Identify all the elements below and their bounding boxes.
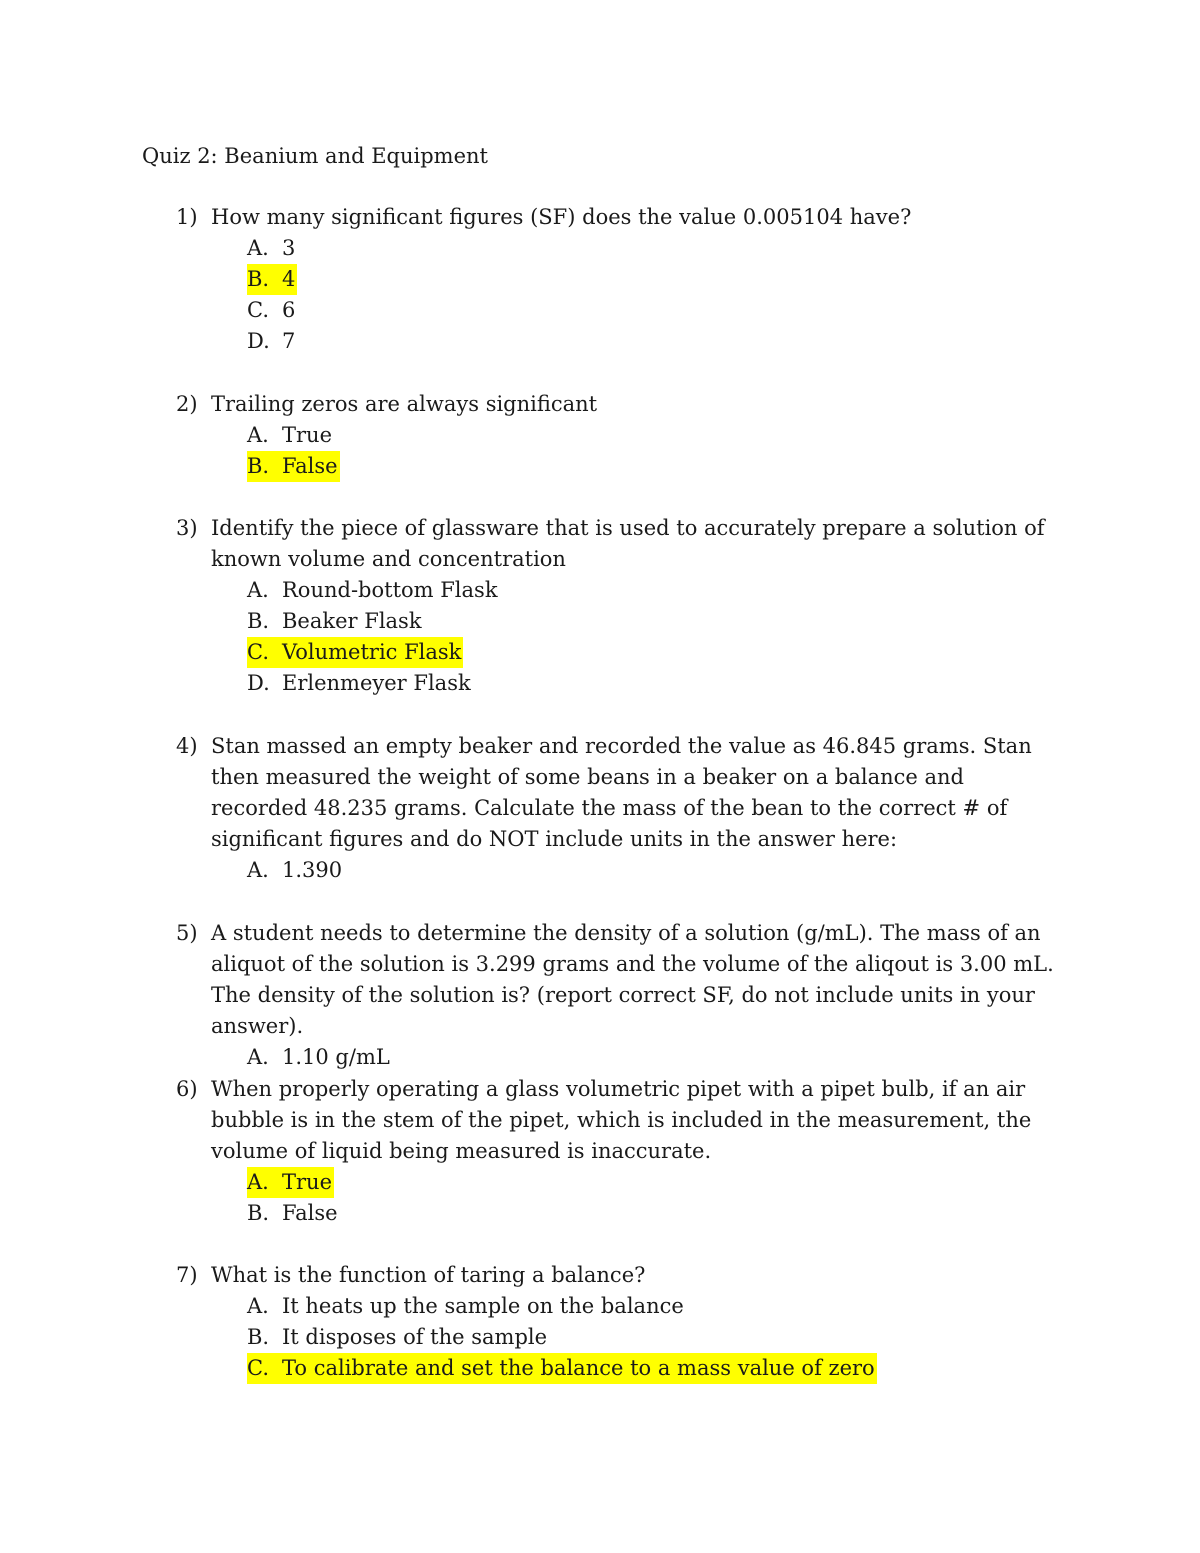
highlighted-answer [247, 637, 463, 668]
answer-option [247, 451, 1076, 482]
option-text: True [282, 1170, 332, 1194]
answer-option [247, 1322, 1076, 1353]
answer-text-wrap [247, 1198, 340, 1229]
answer-option [247, 1042, 1076, 1073]
answer-text-wrap [247, 1042, 392, 1073]
option-text: True [282, 423, 332, 447]
answer-option [247, 1353, 1076, 1384]
question-number: 1) [176, 205, 198, 229]
answer-text-wrap [247, 606, 424, 637]
option-letter: B. [247, 267, 270, 291]
option-letter: D. [247, 329, 270, 353]
answer-text-wrap [247, 855, 344, 886]
answer-option [247, 606, 1076, 637]
answer-option [247, 264, 1076, 295]
answer-option [247, 326, 1076, 357]
answer-options [247, 1042, 1076, 1073]
highlighted-answer [247, 1353, 877, 1384]
question-number: 6) [176, 1077, 198, 1101]
option-text: False [282, 454, 338, 478]
question-7 [176, 1260, 1076, 1384]
option-letter: D. [247, 671, 270, 695]
answer-text-wrap [247, 420, 334, 451]
option-text: Round-bottom Flask [282, 578, 498, 602]
question-2 [176, 389, 1076, 482]
option-text: 3 [282, 236, 296, 260]
answer-text-wrap [247, 575, 500, 606]
option-text: 1.10 g/mL [282, 1045, 390, 1069]
option-text: Volumetric Flask [282, 640, 462, 664]
answer-option [247, 855, 1076, 886]
question-number: 7) [176, 1263, 198, 1287]
option-letter: B. [247, 454, 270, 478]
option-letter: B. [247, 1201, 270, 1225]
answer-option [247, 420, 1076, 451]
answer-text-wrap [247, 326, 297, 357]
option-letter: A. [247, 1045, 269, 1069]
question-6 [176, 1074, 1076, 1229]
question-number: 2) [176, 392, 198, 416]
question-3 [176, 513, 1076, 699]
option-text: 1.390 [282, 858, 343, 882]
option-text: 6 [282, 298, 296, 322]
option-letter: A. [247, 578, 269, 602]
option-letter: B. [247, 1325, 270, 1349]
answer-options [247, 233, 1076, 357]
option-letter: C. [247, 640, 269, 664]
question-text: Trailing zeros are always significant [211, 392, 598, 416]
question-row [176, 918, 1076, 1042]
question-row [176, 513, 1076, 575]
answer-option [247, 668, 1076, 699]
question-row [176, 202, 1076, 233]
option-text: It heats up the sample on the balance [282, 1294, 684, 1318]
option-letter: B. [247, 609, 270, 633]
question-row [176, 1074, 1076, 1167]
answer-options [247, 420, 1076, 482]
answer-options [247, 1167, 1076, 1229]
answer-text-wrap [247, 295, 297, 326]
answer-option [247, 1198, 1076, 1229]
question-text: What is the function of taring a balance? [211, 1263, 646, 1287]
highlighted-answer [247, 264, 297, 295]
option-text: 7 [282, 329, 296, 353]
option-text: False [282, 1201, 338, 1225]
answer-options [247, 575, 1076, 699]
option-text: It disposes of the sample [282, 1325, 548, 1349]
answer-text-wrap [247, 1322, 549, 1353]
quiz-title: Quiz 2: Beanium and Equipment [142, 144, 488, 168]
question-text: Stan massed an empty beaker and recorded the value as 46.845 grams. Stan then measured the weight of some beans in a beaker on a balance and recorded 48.235 grams. Calculate the mass of the bean to the correct # of significant figures and do NOT include units in the answer here: [211, 734, 1032, 851]
option-letter: A. [247, 1170, 269, 1194]
answer-option [247, 637, 1076, 668]
answer-text-wrap [247, 233, 297, 264]
question-row [176, 389, 1076, 420]
answer-option [247, 233, 1076, 264]
question-text: When properly operating a glass volumetric pipet with a pipet bulb, if an air bubble is in the stem of the pipet, which is included in the measurement, the volume of liquid being measured is inaccurate. [211, 1077, 1032, 1163]
answer-option [247, 295, 1076, 326]
answer-option [247, 575, 1076, 606]
option-letter: A. [247, 236, 269, 260]
answer-text-wrap [247, 668, 473, 699]
answer-options [247, 1291, 1076, 1384]
option-text: Beaker Flask [282, 609, 422, 633]
option-letter: A. [247, 1294, 269, 1318]
option-letter: C. [247, 298, 269, 322]
option-text: 4 [282, 267, 296, 291]
answer-option [247, 1167, 1076, 1198]
question-number: 3) [176, 516, 198, 540]
question-number: 4) [176, 734, 198, 758]
question-5 [176, 918, 1076, 1073]
answer-text-wrap [247, 1291, 686, 1322]
question-text: How many significant figures (SF) does the value 0.005104 have? [211, 205, 912, 229]
option-letter: A. [247, 423, 269, 447]
option-letter: A. [247, 858, 269, 882]
highlighted-answer [247, 1167, 334, 1198]
answer-option [247, 1291, 1076, 1322]
option-text: Erlenmeyer Flask [282, 671, 471, 695]
highlighted-answer [247, 451, 340, 482]
option-letter: C. [247, 1356, 269, 1380]
question-1 [176, 202, 1076, 357]
question-text: Identify the piece of glassware that is used to accurately prepare a solution of known volume and concentration [211, 516, 1045, 571]
option-text: To calibrate and set the balance to a mass value of zero [282, 1356, 875, 1380]
question-text: A student needs to determine the density of a solution (g/mL). The mass of an aliquot of the solution is 3.299 grams and the volume of the aliqout is 3.00 mL. The density of the solution is? (report correct SF, do not include units in your answer). [211, 921, 1054, 1038]
question-4 [176, 731, 1076, 886]
question-row [176, 731, 1076, 855]
answer-options [247, 855, 1076, 886]
question-number: 5) [176, 921, 198, 945]
question-row [176, 1260, 1076, 1291]
